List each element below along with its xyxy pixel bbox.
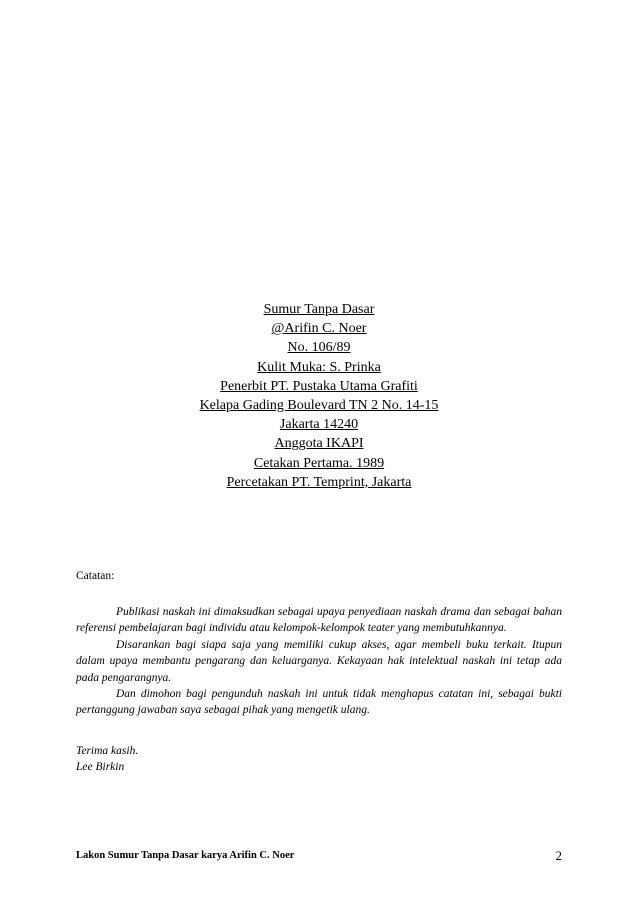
note-heading: Catatan: [76,570,115,582]
note-paragraph: Disarankan bagi siapa saja yang memiliki cukup akses, agar membeli buku terkait. Itupun dalam upaya membantu pengarang dan keluarganya. Kekayaan hak intelektual naskah ini tetap ada pada pengarangnya. [76,638,562,684]
signature: Lee Birkin [76,761,125,773]
colophon-printer: Percetakan PT. Temprint, Jakarta [226,474,412,490]
colophon-city: Jakarta 14240 [279,417,359,433]
colophon-cover: Kulit Muka: S. Prinka [257,359,381,375]
page-number: 2 [555,848,562,863]
colophon-title: Sumur Tanpa Dasar [263,302,375,317]
note-body [76,604,562,719]
thanks-text: Terima kasih. [76,745,139,757]
colophon-address: Kelapa Gading Boulevard TN 2 No. 14-15 [199,397,439,413]
colophon [0,300,638,492]
colophon-membership: Anggota IKAPI [274,436,364,452]
colophon-publisher: Penerbit PT. Pustaka Utama Grafiti [220,378,418,394]
note-paragraph: Publikasi naskah ini dimaksudkan sebagai upaya penyediaan naskah drama dan sebagai bahan referensi pembelajaran bagi individu atau kelompok-kelompok teater yang membutuhkannya. [76,606,562,635]
note-paragraph: Dan dimohon bagi pengunduh naskah ini untuk tidak menghapus catatan ini, sebagai bukti pertanggung jawaban saya sebagai pihak yang mengetik ulang. [76,688,562,717]
colophon-edition: Cetakan Pertama. 1989 [253,455,385,471]
closing [76,743,138,775]
colophon-author: @Arifin C. Noer [271,321,367,337]
colophon-number: No. 106/89 [287,340,351,356]
footer-title: Lakon Sumur Tanpa Dasar karya Arifin C. Noer [76,850,295,861]
